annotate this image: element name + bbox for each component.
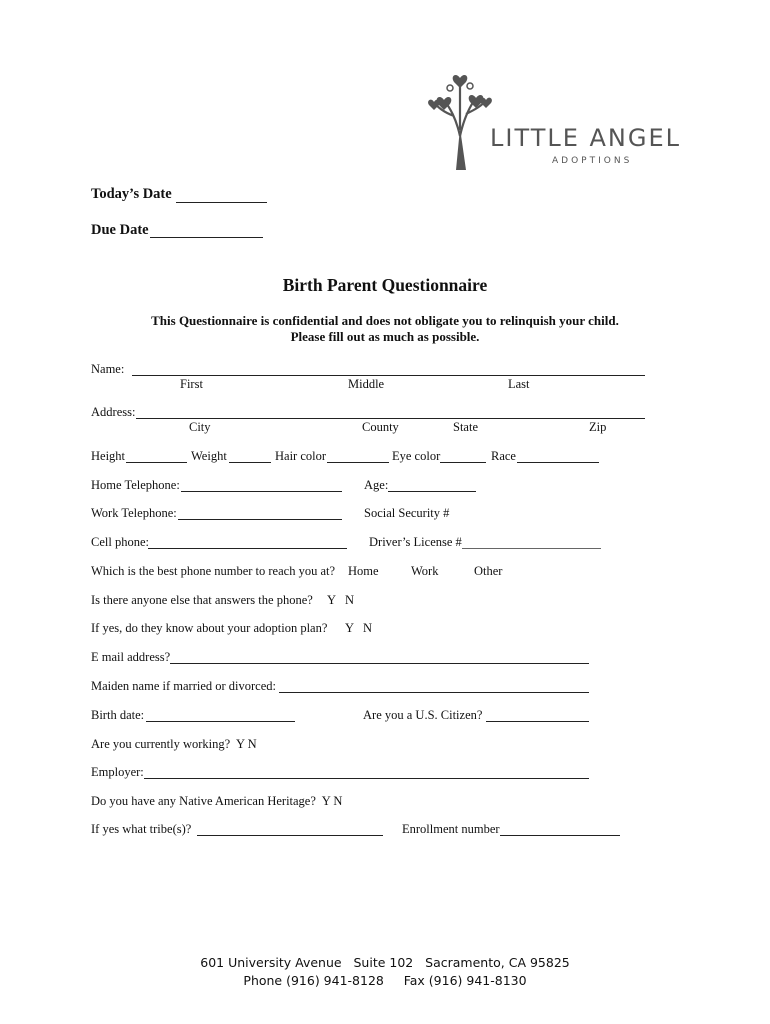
zip-label: Zip (589, 420, 607, 434)
anyone-else-question: Is there anyone else that answers the phone? (91, 593, 313, 607)
height-label: Height (91, 449, 126, 463)
tree-logo-icon (420, 58, 500, 173)
address-label: Address: (91, 405, 136, 419)
eye-color-label: Eye color (392, 449, 441, 463)
age-label: Age: (364, 478, 389, 492)
maiden-name-field[interactable] (279, 692, 589, 693)
logo-name: LITTLE ANGEL (490, 124, 682, 152)
cell-phone-field[interactable] (148, 548, 347, 549)
footer-address: 601 University Avenue Suite 102 Sacramento, CA 95825 (200, 955, 570, 970)
county-label: County (362, 420, 399, 434)
weight-label: Weight (191, 449, 227, 463)
intro-line-2: Please fill out as much as possible. (290, 329, 480, 344)
enrollment-number-label: Enrollment number (402, 822, 500, 836)
hair-color-field[interactable] (327, 462, 389, 463)
hair-color-label: Hair color (275, 449, 327, 463)
anyone-else-yn[interactable]: Y N (327, 593, 354, 607)
due-date-field[interactable] (150, 237, 263, 238)
page-title: Birth Parent Questionnaire (282, 275, 488, 295)
intro-line-1: This Questionnaire is confidential and does not obligate you to relinquish your child. (151, 313, 619, 328)
home-telephone-field[interactable] (181, 491, 342, 492)
best-phone-question: Which is the best phone number to reach you at? (91, 564, 336, 578)
option-home[interactable]: Home (348, 564, 379, 578)
email-field[interactable] (170, 663, 589, 664)
know-plan-yn[interactable]: Y N (345, 621, 372, 635)
name-label: Name: (91, 362, 125, 376)
social-security-label: Social Security # (364, 506, 450, 520)
birth-date-label: Birth date: (91, 708, 145, 722)
work-telephone-label: Work Telephone: (91, 506, 177, 520)
due-date-label: Due Date (91, 222, 149, 238)
city-label: City (189, 420, 211, 434)
enrollment-number-field[interactable] (500, 835, 620, 836)
maiden-name-label: Maiden name if married or divorced: (91, 679, 276, 693)
citizen-field[interactable] (486, 721, 589, 722)
drivers-license-label: Driver’s License # (369, 535, 462, 549)
state-label: State (453, 420, 478, 434)
work-telephone-field[interactable] (178, 519, 342, 520)
eye-color-field[interactable] (440, 462, 486, 463)
employer-label: Employer: (91, 765, 144, 779)
know-plan-question: If yes, do they know about your adoption plan? (91, 621, 328, 635)
name-field[interactable] (132, 375, 645, 376)
last-label: Last (508, 377, 530, 391)
weight-field[interactable] (229, 462, 271, 463)
birth-date-field[interactable] (146, 721, 295, 722)
middle-label: Middle (348, 377, 385, 391)
email-label: E mail address? (91, 650, 171, 664)
first-label: First (180, 377, 203, 391)
citizen-label: Are you a U.S. Citizen? (363, 708, 483, 722)
native-heritage-question: Do you have any Native American Heritage? Y N (91, 794, 343, 808)
tribe-field[interactable] (197, 835, 383, 836)
working-question: Are you currently working? Y N (91, 737, 257, 751)
tribe-label: If yes what tribe(s)? (91, 822, 192, 836)
todays-date-label: Today’s Date (91, 186, 172, 202)
home-telephone-label: Home Telephone: (91, 478, 180, 492)
todays-date-field[interactable] (176, 202, 267, 203)
employer-field[interactable] (144, 778, 589, 779)
race-label: Race (491, 449, 516, 463)
option-work[interactable]: Work (411, 564, 439, 578)
footer-phones: Phone (916) 941-8128 Fax (916) 941-8130 (243, 973, 527, 988)
cell-phone-label: Cell phone: (91, 535, 149, 549)
logo-subtitle: ADOPTIONS (552, 156, 633, 166)
race-field[interactable] (517, 462, 599, 463)
option-other[interactable]: Other (474, 564, 503, 578)
drivers-license-field[interactable] (462, 548, 601, 549)
age-field[interactable] (388, 491, 476, 492)
height-field[interactable] (126, 462, 187, 463)
address-field[interactable] (136, 418, 645, 419)
